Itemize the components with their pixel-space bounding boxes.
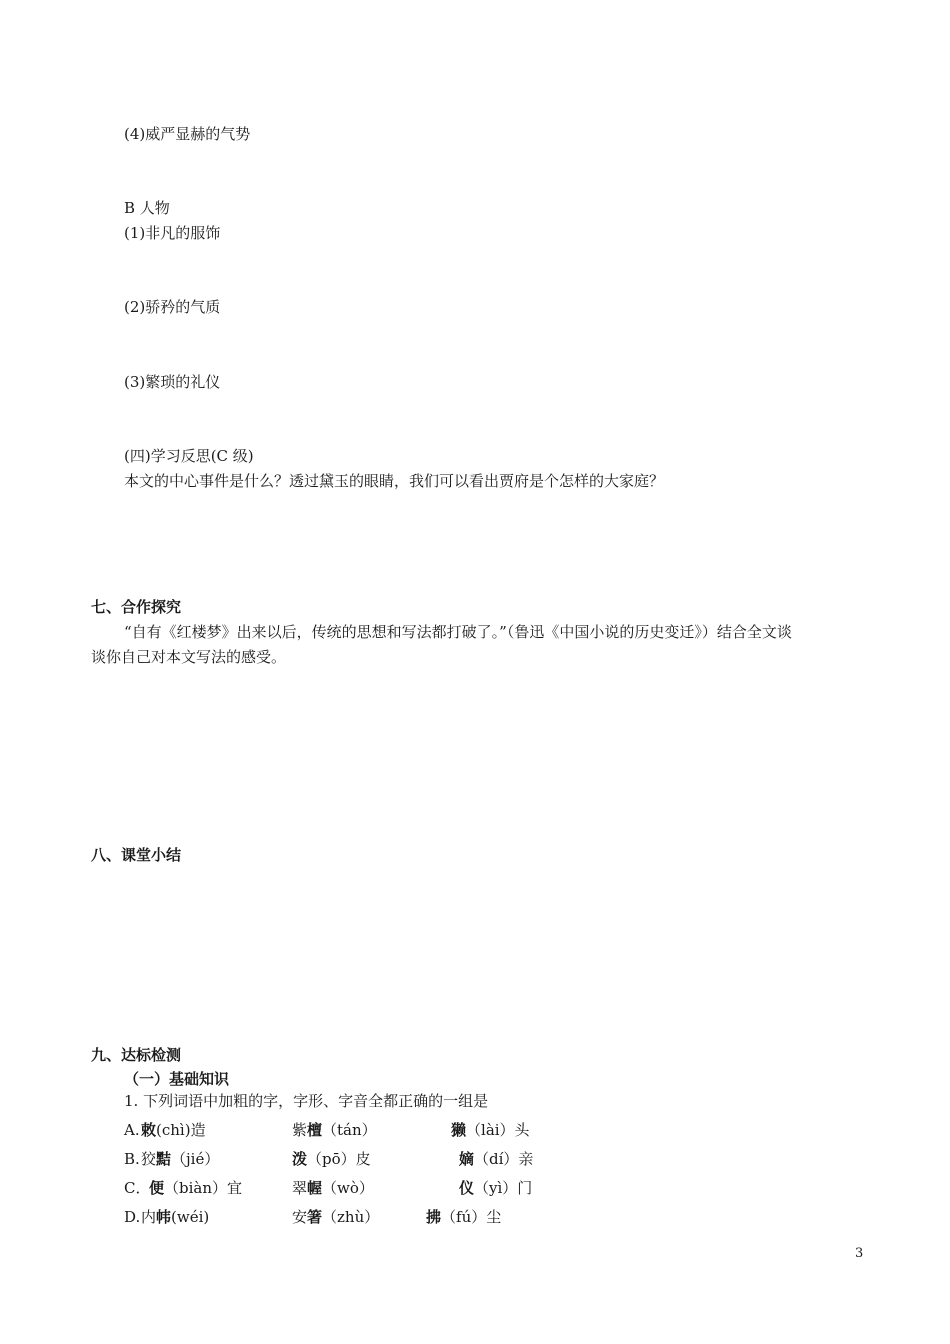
page-number: 3	[855, 1246, 864, 1261]
scene-b-heading: B 人物	[124, 199, 170, 217]
section-7-line-2: 谈你自己对本文写法的感受。	[91, 648, 287, 666]
section-9-subtitle: （一）基础知识	[124, 1070, 230, 1088]
scene-b-item-2: (2)骄矜的气质	[124, 298, 221, 316]
option-d-word-1: 内帏(wéi)	[141, 1208, 210, 1226]
section-7-title: 七、合作探究	[91, 598, 182, 616]
option-a-label: A.	[124, 1121, 140, 1139]
option-d-word-2: 安箸（zhù）	[292, 1208, 380, 1226]
section-9-title: 九、达标检测	[91, 1046, 182, 1064]
option-b-word-3: 嫡（dí）亲	[459, 1150, 534, 1168]
question-1: 1. 下列词语中加粗的字，字形、字音全都正确的一组是	[124, 1092, 489, 1110]
option-c-word-3: 仪（yì）门	[459, 1179, 533, 1197]
scene-item-4: (4)威严显赫的气势	[124, 125, 251, 143]
option-a-word-2: 紫檀（tán）	[292, 1121, 377, 1139]
option-c-label: C．	[124, 1179, 151, 1197]
reflection-heading: (四)学习反思(C 级)	[124, 447, 254, 465]
option-d-label: D.	[124, 1208, 141, 1226]
section-8-title: 八、课堂小结	[91, 846, 182, 864]
option-b-label: B.	[124, 1150, 140, 1168]
option-b-word-2: 泼（pō）皮	[292, 1150, 371, 1168]
section-7-line-1: “自有《红楼梦》出来以后，传统的思想和写法都打破了。”（鲁迅《中国小说的历史变迁》）结合全文谈	[124, 623, 792, 641]
option-d-word-3: 拂（fú）尘	[426, 1208, 502, 1226]
option-c-word-2: 翠幄（wò）	[292, 1179, 374, 1197]
option-a-word-3: 獭（lài）头	[451, 1121, 530, 1139]
scene-b-item-1: (1)非凡的服饰	[124, 224, 221, 242]
option-b-word-1: 狡黠（jié）	[141, 1150, 220, 1168]
option-a-word-1: 敕(chì)造	[141, 1121, 206, 1139]
reflection-question: 本文的中心事件是什么？透过黛玉的眼睛，我们可以看出贾府是个怎样的大家庭？	[124, 472, 665, 490]
scene-b-item-3: (3)繁琐的礼仪	[124, 373, 221, 391]
option-c-word-1: 便（biàn）宜	[149, 1179, 243, 1197]
